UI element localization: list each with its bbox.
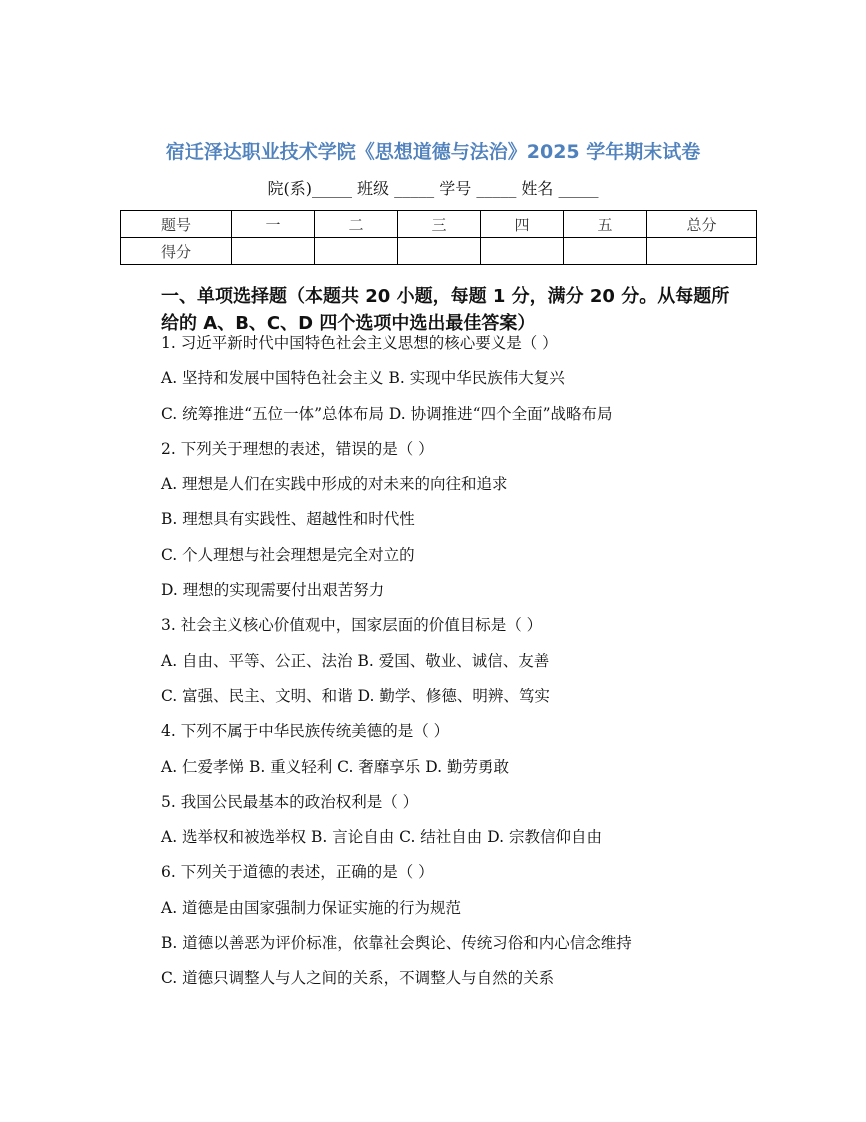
question-option: D. 理想的实现需要付出艰苦努力 [161, 581, 385, 600]
table-cell [647, 238, 757, 265]
question-option: B. 理想具有实践性、超越性和时代性 [161, 510, 415, 529]
question-option: C. 道德只调整人与人之间的关系，不调整人与自然的关系 [161, 969, 555, 988]
question-stem: 5. 我国公民最基本的政治权利是（ ） [161, 792, 419, 811]
table-cell [398, 238, 481, 265]
table-cell: 题号 [121, 211, 232, 238]
section-heading: 一、单项选择题（本题共 20 小题，每题 1 分，满分 20 分。从每题所给的 A、B、C、D 四个选项中选出最佳答案） [161, 286, 730, 334]
table-cell: 二 [315, 211, 398, 238]
question-option: C. 统筹推进“五位一体”总体布局 D. 协调推进“四个全面”战略布局 [161, 404, 613, 423]
question-stem: 6. 下列关于道德的表述，正确的是（ ） [161, 863, 434, 882]
score-table [120, 210, 757, 265]
question-option: A. 自由、平等、公正、法治 B. 爱国、敬业、诚信、友善 [161, 651, 550, 670]
question-option: C. 富强、民主、文明、和谐 D. 勤学、修德、明辨、笃实 [161, 686, 550, 705]
table-cell: 四 [481, 211, 564, 238]
table-cell: 总分 [647, 211, 757, 238]
table-cell: 五 [564, 211, 647, 238]
table-cell: 一 [232, 211, 315, 238]
question-stem: 3. 社会主义核心价值观中，国家层面的价值目标是（ ） [161, 616, 543, 635]
exam-title: 宿迁泽达职业技术学院《思想道德与法治》2025 学年期末试卷 [165, 141, 701, 163]
table-header-row [121, 211, 757, 238]
table-cell [315, 238, 398, 265]
question-option: A. 理想是人们在实践中形成的对未来的向往和追求 [161, 475, 508, 494]
question-stem: 2. 下列关于理想的表述，错误的是（ ） [161, 439, 434, 458]
table-cell [564, 238, 647, 265]
student-info: 院(系)_____ 班级 _____ 学号 _____ 姓名 _____ [267, 179, 599, 198]
question-option: A. 仁爱孝悌 B. 重义轻利 C. 奢靡享乐 D. 勤劳勇敢 [161, 757, 509, 776]
question-stem: 1. 习近平新时代中国特色社会主义思想的核心要义是（ ） [161, 334, 558, 352]
question-option: C. 个人理想与社会理想是完全对立的 [161, 545, 415, 564]
table-cell: 三 [398, 211, 481, 238]
question-option: A. 选举权和被选举权 B. 言论自由 C. 结社自由 D. 宗教信仰自由 [161, 828, 602, 847]
table-cell [481, 238, 564, 265]
table-cell: 得分 [121, 238, 232, 265]
question-option: B. 道德以善恶为评价标准，依靠社会舆论、传统习俗和内心信念维持 [161, 934, 632, 953]
question-list [161, 332, 801, 1003]
question-stem: 4. 下列不属于中华民族传统美德的是（ ） [161, 722, 450, 741]
table-cell [232, 238, 315, 265]
question-option: A. 坚持和发展中国特色社会主义 B. 实现中华民族伟大复兴 [161, 369, 565, 388]
table-row [121, 238, 757, 265]
question-option: A. 道德是由国家强制力保证实施的行为规范 [161, 898, 462, 917]
